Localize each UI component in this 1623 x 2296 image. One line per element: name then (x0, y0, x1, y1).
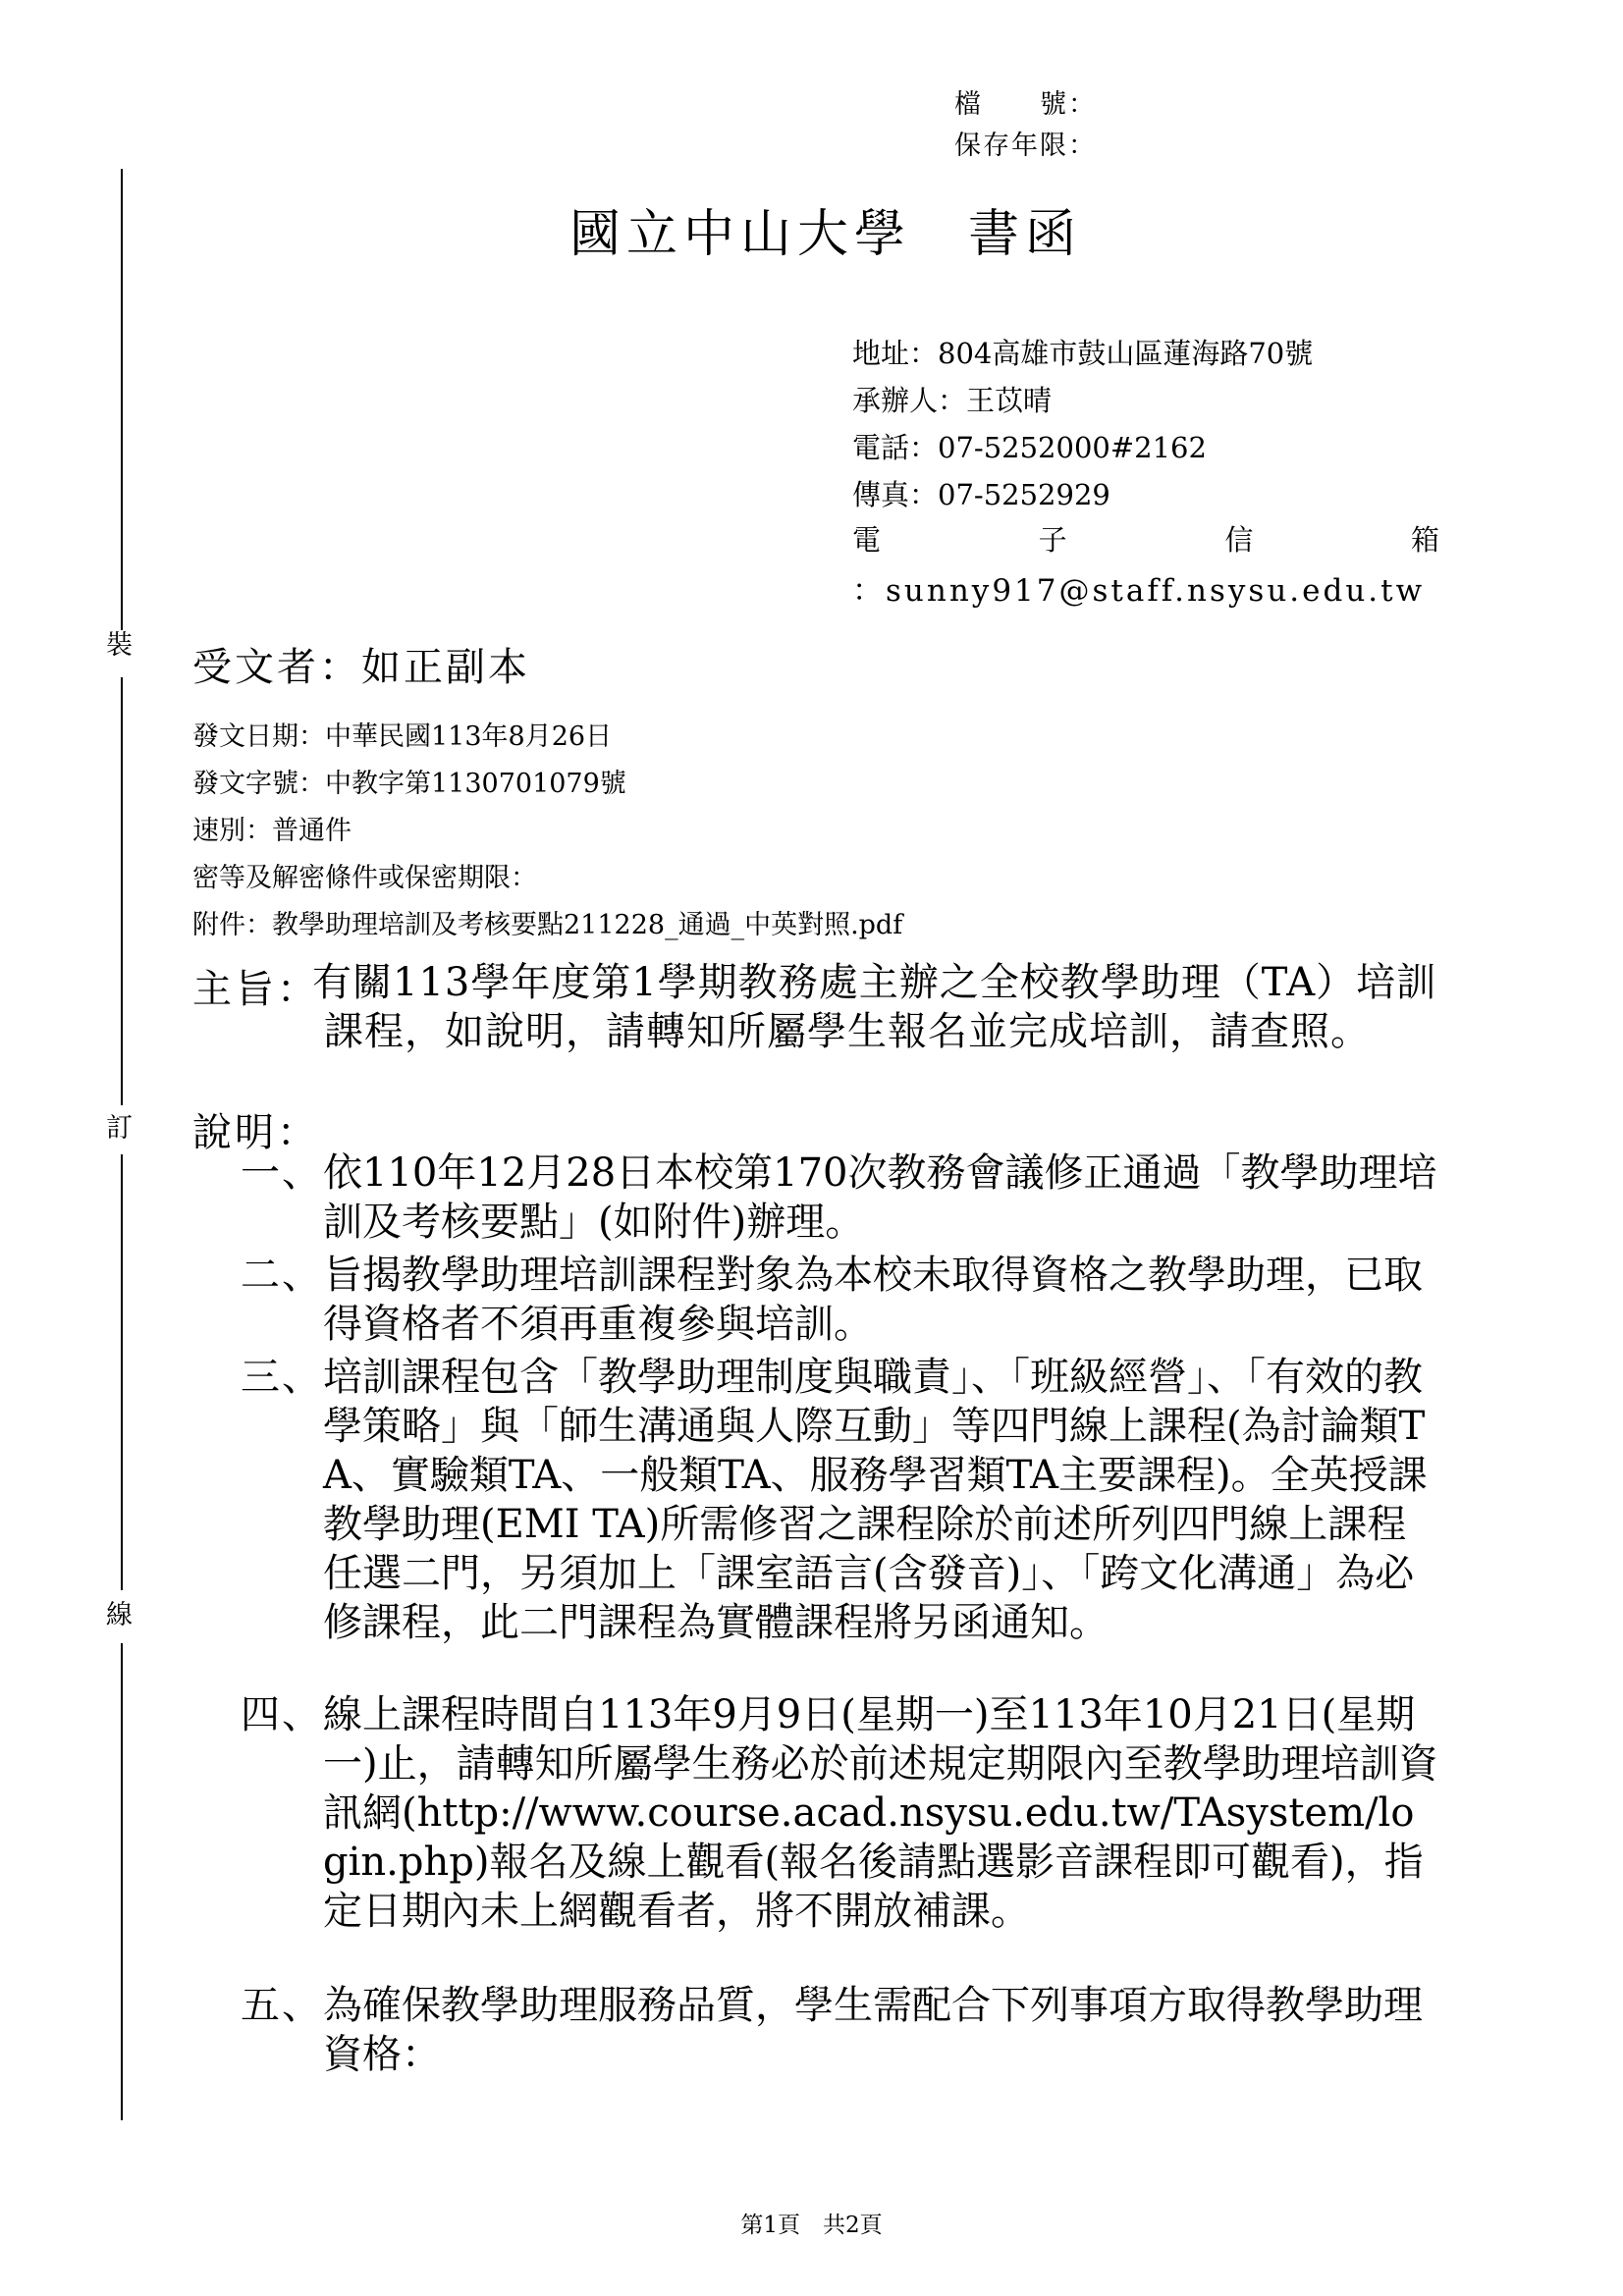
item-number: 二、 (241, 1253, 323, 1298)
sender-email-value: ：sunny917@staff.nsysu.edu.tw (852, 573, 1426, 609)
subject-text: 有關113學年度第1學期教務處主辦之全校教學助理（TA）培訓課程，如說明，請轉知所屬學生報名並完成培訓，請查照。 (312, 960, 1437, 1054)
explanation-label: 說明： (192, 1110, 319, 1155)
sender-email-label (852, 518, 1439, 559)
document-number: 發文字號：中教字第1130701079號 (192, 769, 626, 799)
item-text: 依110年12月28日本校第170次教務會議修正通過「教學助理培訓及考核要點」(如附件)辦理。 (323, 1150, 1437, 1245)
document-title: 國立中山大學 書函 (569, 205, 1083, 264)
explanation-item (241, 1353, 1438, 1647)
explanation-item (241, 1148, 1438, 1247)
binding-dashed-line (121, 1643, 123, 2120)
binding-mark-ding: 訂 (106, 1113, 133, 1144)
page-footer: 第1頁 共2頁 (740, 2213, 883, 2238)
email-label-char: 信 (1224, 523, 1254, 557)
explanation-item (241, 1251, 1438, 1349)
email-label-char: 電 (852, 523, 882, 557)
explanation-item (241, 1690, 1438, 1936)
recipient: 受文者：如正副本 (192, 645, 530, 690)
delivery-speed: 速別：普通件 (192, 816, 352, 846)
item-number: 三、 (241, 1355, 323, 1400)
item-text: 為確保教學助理服務品質，學生需配合下列事項方取得教學助理資格： (323, 1983, 1423, 2077)
file-number-label: 檔 號： (954, 89, 1097, 120)
sender-phone: 電話：07-5252000#2162 (852, 431, 1207, 464)
item-text: 旨揭教學助理培訓課程對象為本校未取得資格之教學助理，已取得資格者不須再重複參與培訓。 (323, 1253, 1423, 1347)
binding-mark-zhuang: 裝 (106, 630, 133, 661)
binding-dashed-line (121, 1154, 123, 1590)
sender-address: 地址：804高雄市鼓山區蓮海路70號 (852, 337, 1314, 370)
binding-dashed-line (121, 169, 123, 630)
issue-date: 發文日期：中華民國113年8月26日 (192, 721, 613, 752)
retention-period-label: 保存年限： (954, 131, 1097, 161)
item-number: 一、 (241, 1150, 323, 1196)
explanation-item (241, 1981, 1438, 2079)
email-label-char: 子 (1038, 523, 1067, 557)
email-label-char: 箱 (1410, 523, 1439, 557)
security-level: 密等及解密條件或保密期限： (192, 863, 537, 893)
sender-fax: 傳真：07-5252929 (852, 478, 1110, 511)
item-number: 四、 (241, 1692, 323, 1737)
item-number: 五、 (241, 1983, 323, 2028)
attachment: 附件：教學助理培訓及考核要點211228_通過_中英對照.pdf (192, 910, 903, 940)
sender-handler: 承辦人：王苡晴 (852, 384, 1053, 417)
item-text: 培訓課程包含「教學助理制度與職責」、「班級經營」、「有效的教學策略」與「師生溝通與人際互動」等四門線上課程(為討論類TA、實驗類TA、一般類TA、服務學習類TA主要課程)。全英授課教學助理(EMI TA)所需修習之課程除於前述所列四門線上課程任選二門，另須加上「課室語言(含發音)」、「跨文化溝通」為必修課程，此二門課程為實體課程將另函通知。 (323, 1355, 1428, 1645)
binding-dashed-line (121, 677, 123, 1105)
subject-label: 主旨： (192, 967, 319, 1012)
binding-mark-xian: 線 (106, 1600, 133, 1630)
item-text: 線上課程時間自113年9月9日(星期一)至113年10月21日(星期一)止，請轉知所屬學生務必於前述規定期限內至教學助理培訓資訊網(http://www.course.acad.nsysu.edu.tw/TAsystem/login.php)報名及線上觀看(報名後請點選影音課程即可觀看)，指定日期內未上網觀看者，將不開放補課。 (323, 1692, 1438, 1934)
